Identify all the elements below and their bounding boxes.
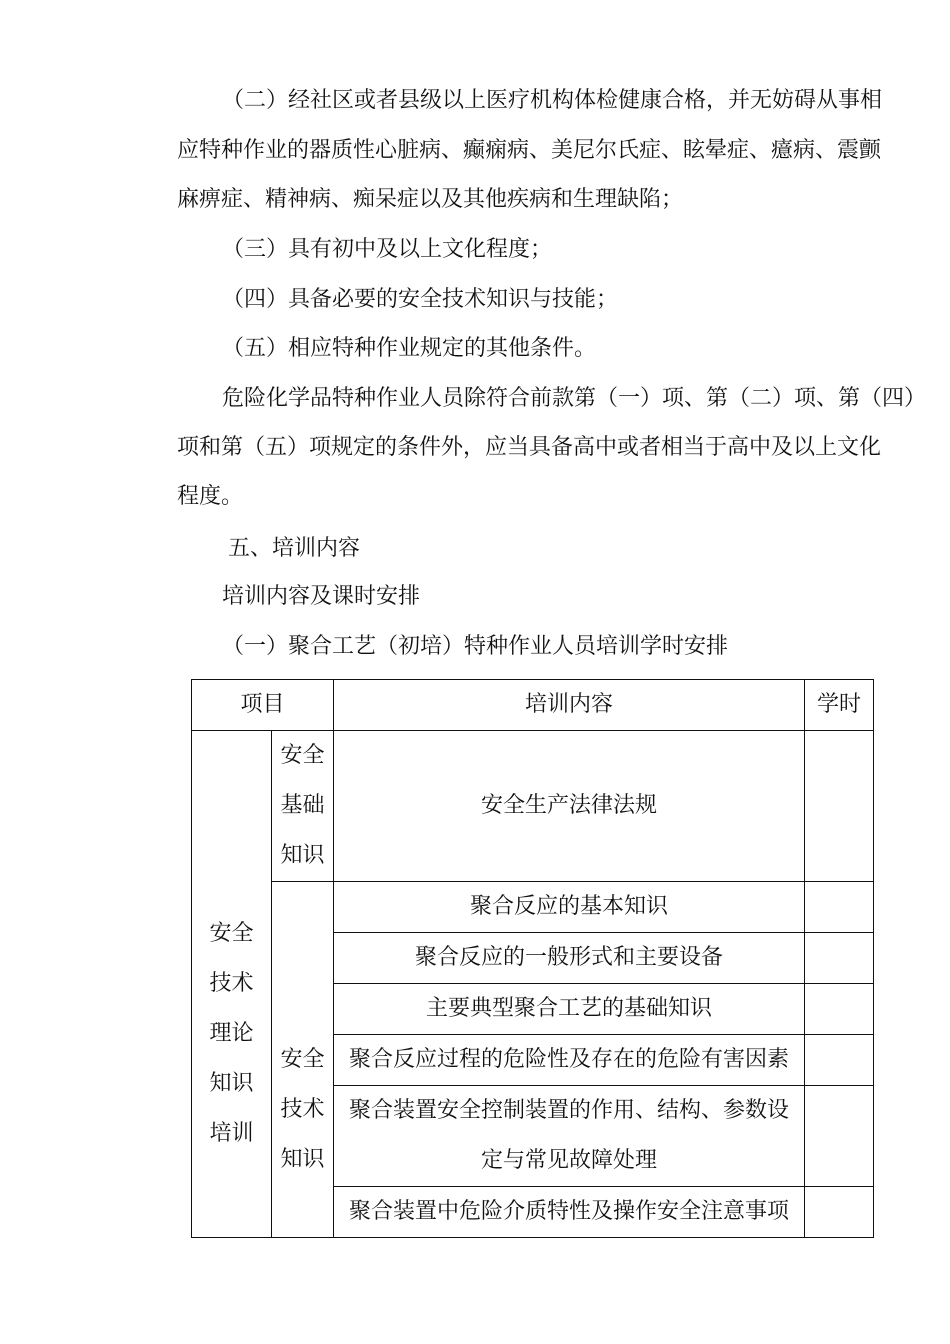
- content-line: 定与常见故障处理: [481, 1148, 658, 1173]
- table-header-row: [192, 680, 874, 731]
- content-cell: 聚合装置中危险介质特性及操作安全注意事项: [334, 1187, 805, 1238]
- paragraph-line: （五）相应特种作业规定的其他条件。: [222, 336, 597, 361]
- hours-cell: [805, 1035, 874, 1086]
- paragraph-line: 项和第（五）项规定的条件外，应当具备高中或者相当于高中及以上文化: [177, 435, 882, 460]
- category-char: 知识: [209, 1071, 254, 1096]
- sub-category-char: 技术: [280, 1096, 325, 1122]
- hours-cell: [805, 882, 874, 933]
- sub-category-char: 知识: [280, 843, 325, 868]
- table-row: [192, 731, 874, 882]
- header-content: 培训内容: [334, 680, 805, 731]
- sub-category-char: 安全: [280, 1046, 325, 1072]
- sub-category-basic: [272, 731, 334, 882]
- paragraph-line: 程度。: [177, 484, 244, 509]
- hours-cell: [805, 731, 874, 882]
- paragraph-line: 危险化学品特种作业人员除符合前款第（一）项、第（二）项、第（四）: [222, 386, 927, 411]
- category-char: 理论: [209, 1021, 254, 1046]
- hours-cell: [805, 1187, 874, 1238]
- paragraph-line: （三）具有初中及以上文化程度；: [222, 237, 553, 262]
- hours-cell: [805, 1086, 874, 1187]
- header-project: 项目: [192, 680, 334, 731]
- content-line: 聚合装置安全控制装置的作用、结构、参数设: [349, 1098, 790, 1123]
- paragraph-line: （二）经社区或者县级以上医疗机构体检健康合格，并无妨碍从事相: [222, 88, 883, 113]
- training-hours-table: [191, 679, 874, 1238]
- content-cell: 聚合反应的一般形式和主要设备: [334, 933, 805, 984]
- table-caption: （一）聚合工艺（初培）特种作业人员培训学时安排: [222, 634, 729, 659]
- content-cell: 安全生产法律法规: [334, 731, 805, 882]
- sub-category-char: 基础: [280, 793, 325, 818]
- section-subheading: 培训内容及课时安排: [222, 584, 421, 609]
- content-cell: [334, 1086, 805, 1187]
- content-cell: 聚合反应的基本知识: [334, 882, 805, 933]
- sub-category-char: 知识: [280, 1146, 325, 1172]
- content-cell: 聚合反应过程的危险性及存在的危险有害因素: [334, 1035, 805, 1086]
- content-cell: 主要典型聚合工艺的基础知识: [334, 984, 805, 1035]
- category-char: 培训: [209, 1121, 254, 1146]
- paragraph-line: 应特种作业的器质性心脏病、癫痫病、美尼尔氏症、眩晕症、癔病、震颤: [177, 138, 882, 163]
- header-hours: 学时: [805, 680, 874, 731]
- sub-category-char: 安全: [280, 743, 325, 768]
- table-row: [192, 882, 874, 933]
- main-category-cell: [192, 731, 272, 1238]
- paragraph-line: 麻痹症、精神病、痴呆症以及其他疾病和生理缺陷；: [177, 187, 684, 212]
- category-char: 安全: [209, 921, 254, 946]
- category-char: 技术: [209, 971, 254, 996]
- hours-cell: [805, 984, 874, 1035]
- hours-cell: [805, 933, 874, 984]
- sub-category-tech: [272, 882, 334, 1238]
- section-heading: 五、培训内容: [228, 536, 361, 561]
- paragraph-line: （四）具备必要的安全技术知识与技能；: [222, 287, 619, 312]
